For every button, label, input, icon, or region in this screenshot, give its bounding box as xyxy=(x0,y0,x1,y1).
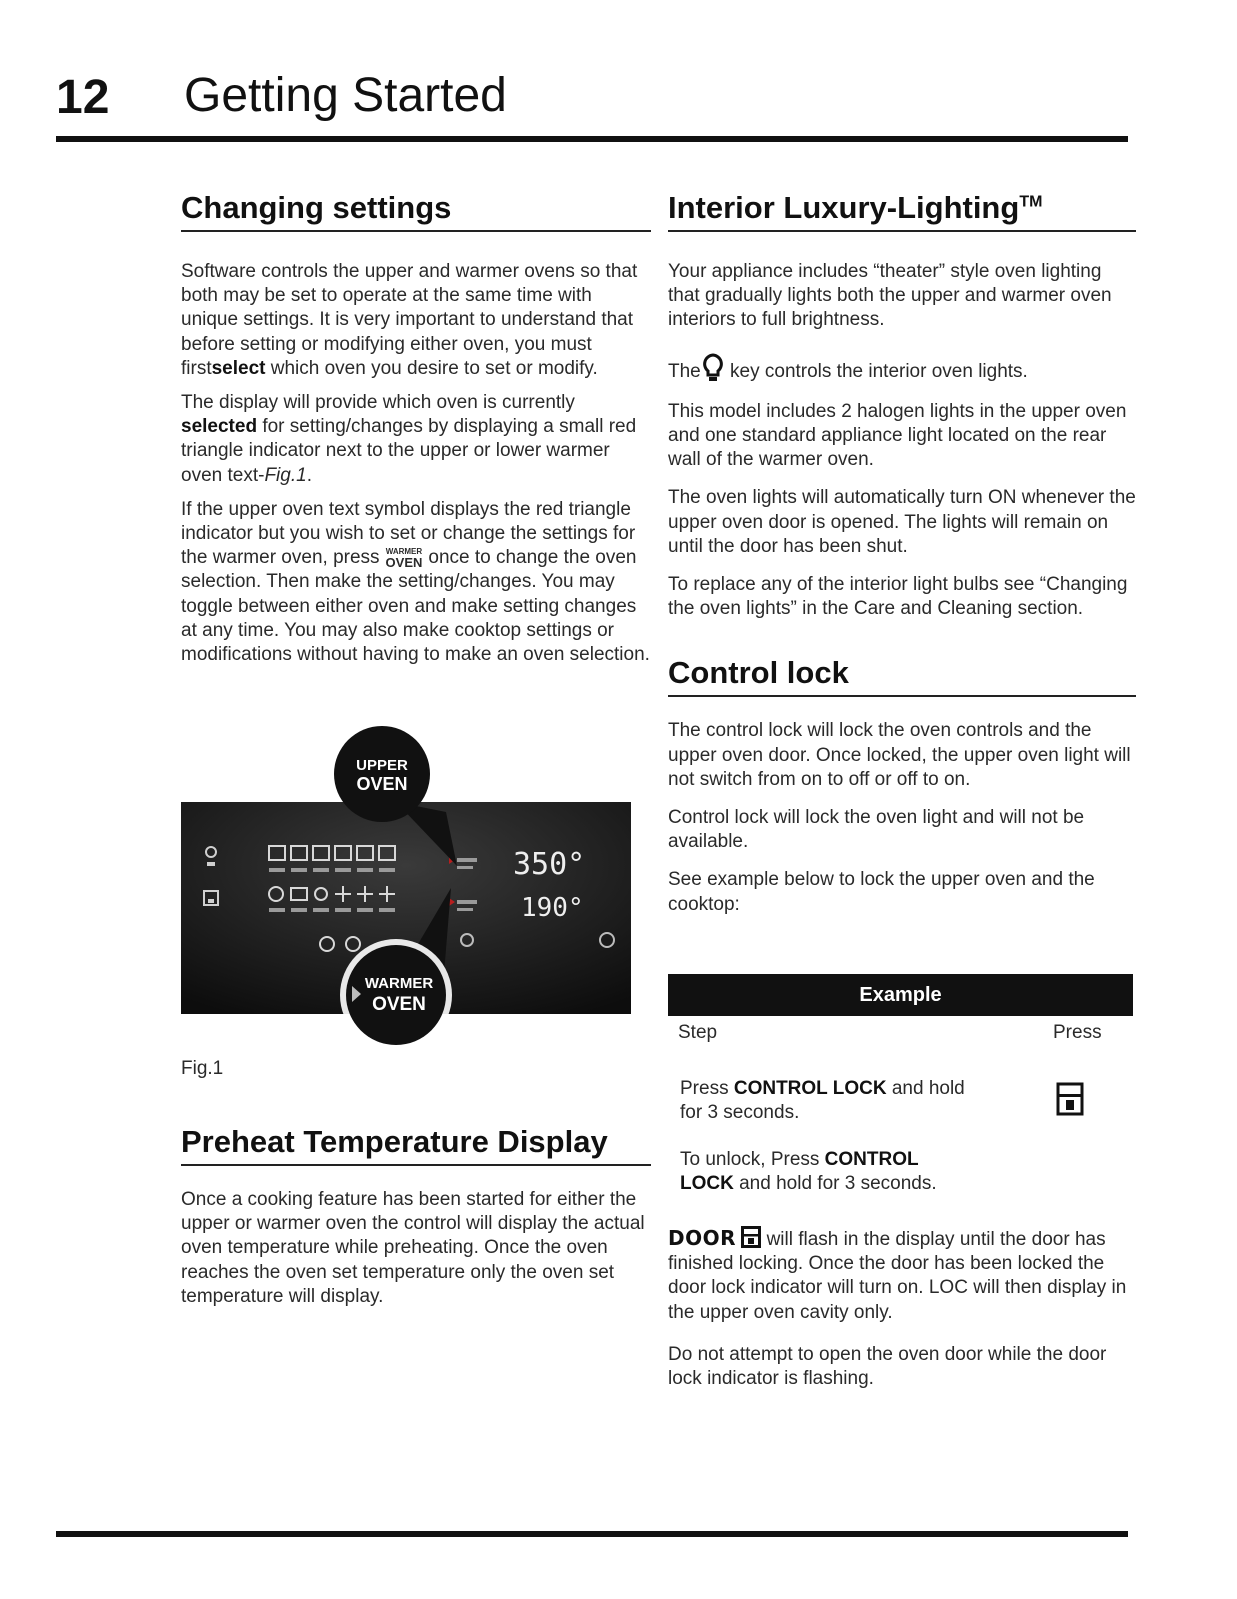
preheat-section xyxy=(181,1124,651,1309)
warmer-temp-display: 190° xyxy=(521,893,584,923)
header-rule xyxy=(56,136,1128,142)
changing-settings-heading: Changing settings xyxy=(181,190,651,232)
warmer-badge-bottom: OVEN xyxy=(372,994,426,1015)
door-lock-icon xyxy=(741,1226,761,1248)
upper-temp-display: 350° xyxy=(513,847,586,882)
warmer-badge-top: WARMER xyxy=(364,975,434,992)
control-panel-figure xyxy=(181,716,643,1056)
page-number: 12 xyxy=(56,71,110,124)
left-column xyxy=(181,190,651,667)
warmer-oven-key-icon: WARMER OVEN xyxy=(385,547,423,571)
control-lock-p3: See example below to lock the upper oven and the cooktop: xyxy=(668,869,1095,915)
page-header xyxy=(56,64,1128,144)
upper-badge-top: UPPER xyxy=(356,757,408,774)
upper-badge-bottom: OVEN xyxy=(356,774,408,794)
changing-settings-p1: Software controls the upper and warmer ovens so that both may be set to operate at the same time with unique settings. It is very important to understand that before setting or modifying either oven, you must firstselect which oven you desire to set or modify. xyxy=(181,261,638,379)
example-col-step: Step xyxy=(678,1022,718,1043)
page-title: Getting Started xyxy=(184,69,507,122)
example-step2: To unlock, Press CONTROL LOCK and hold for 3 seconds. xyxy=(680,1149,937,1195)
example-header: Example xyxy=(668,974,1133,1016)
footer-rule xyxy=(56,1531,1128,1537)
control-lock-heading: Control lock xyxy=(668,655,1136,697)
control-lock-p5: Do not attempt to open the oven door while the door lock indicator is flashing. xyxy=(668,1344,1107,1390)
control-lock-key-icon xyxy=(1056,1082,1084,1116)
right-column xyxy=(668,190,1136,917)
lighting-p5: To replace any of the interior light bulbs see “Changing the oven lights” in the Care and Cleaning section. xyxy=(668,574,1128,620)
example-step1: Press CONTROL LOCK and hold for 3 seconds. xyxy=(680,1078,965,1124)
figure-caption: Fig.1 xyxy=(181,1058,224,1079)
preheat-p1: Once a cooking feature has been started for either the upper or warmer oven the control will display the actual oven temperature while preheating. Once the oven reaches the oven set temperature only the oven set temperature will display. xyxy=(181,1189,645,1307)
control-lock-p4: DOOR will flash in the display until the door has finished locking. Once the door has been locked the door lock indicator will turn on. LOC will then display in the upper oven cavity only. xyxy=(668,1226,1127,1323)
door-label: DOOR xyxy=(668,1226,737,1250)
changing-settings-p3: If the upper oven text symbol displays the red triangle indicator but you wish to set or change the settings for the warmer oven, press WARMER OVEN once to change the oven selection. Then make the setting/changes. You may toggle between either oven and make setting changes at any time. You may also make cooktop settings or modifications without having to make an oven selection. xyxy=(181,498,650,666)
lighting-p3: This model includes 2 halogen lights in the upper oven and one standard appliance light located on the rear wall of the warmer oven. xyxy=(668,400,1127,471)
changing-settings-p2: The display will provide which oven is currently selected for setting/changes by displaying a small red triangle indicator next to the upper or lower warmer oven text-Fig.1. xyxy=(181,392,637,486)
control-lock-p2: Control lock will lock the oven light and will not be available. xyxy=(668,807,1085,853)
lighting-p2: The key controls the interior oven lights. xyxy=(668,353,1136,384)
control-lock-p1: The control lock will lock the oven controls and the upper oven door. Once locked, the upper oven light will not switch from on to off or off to on. xyxy=(668,720,1131,790)
lighting-p1: Your appliance includes “theater” style oven lighting that gradually lights both the upper and warmer oven interiors to full brightness. xyxy=(668,261,1112,331)
lighting-p4: The oven lights will automatically turn ON whenever the upper oven door is opened. The lights will remain on until the door has been shut. xyxy=(668,487,1136,557)
preheat-heading: Preheat Temperature Display xyxy=(181,1124,651,1166)
light-bulb-icon xyxy=(701,353,725,383)
lighting-heading: Interior Luxury-Lighting™ xyxy=(668,190,1136,232)
example-col-press: Press xyxy=(1053,1022,1102,1043)
